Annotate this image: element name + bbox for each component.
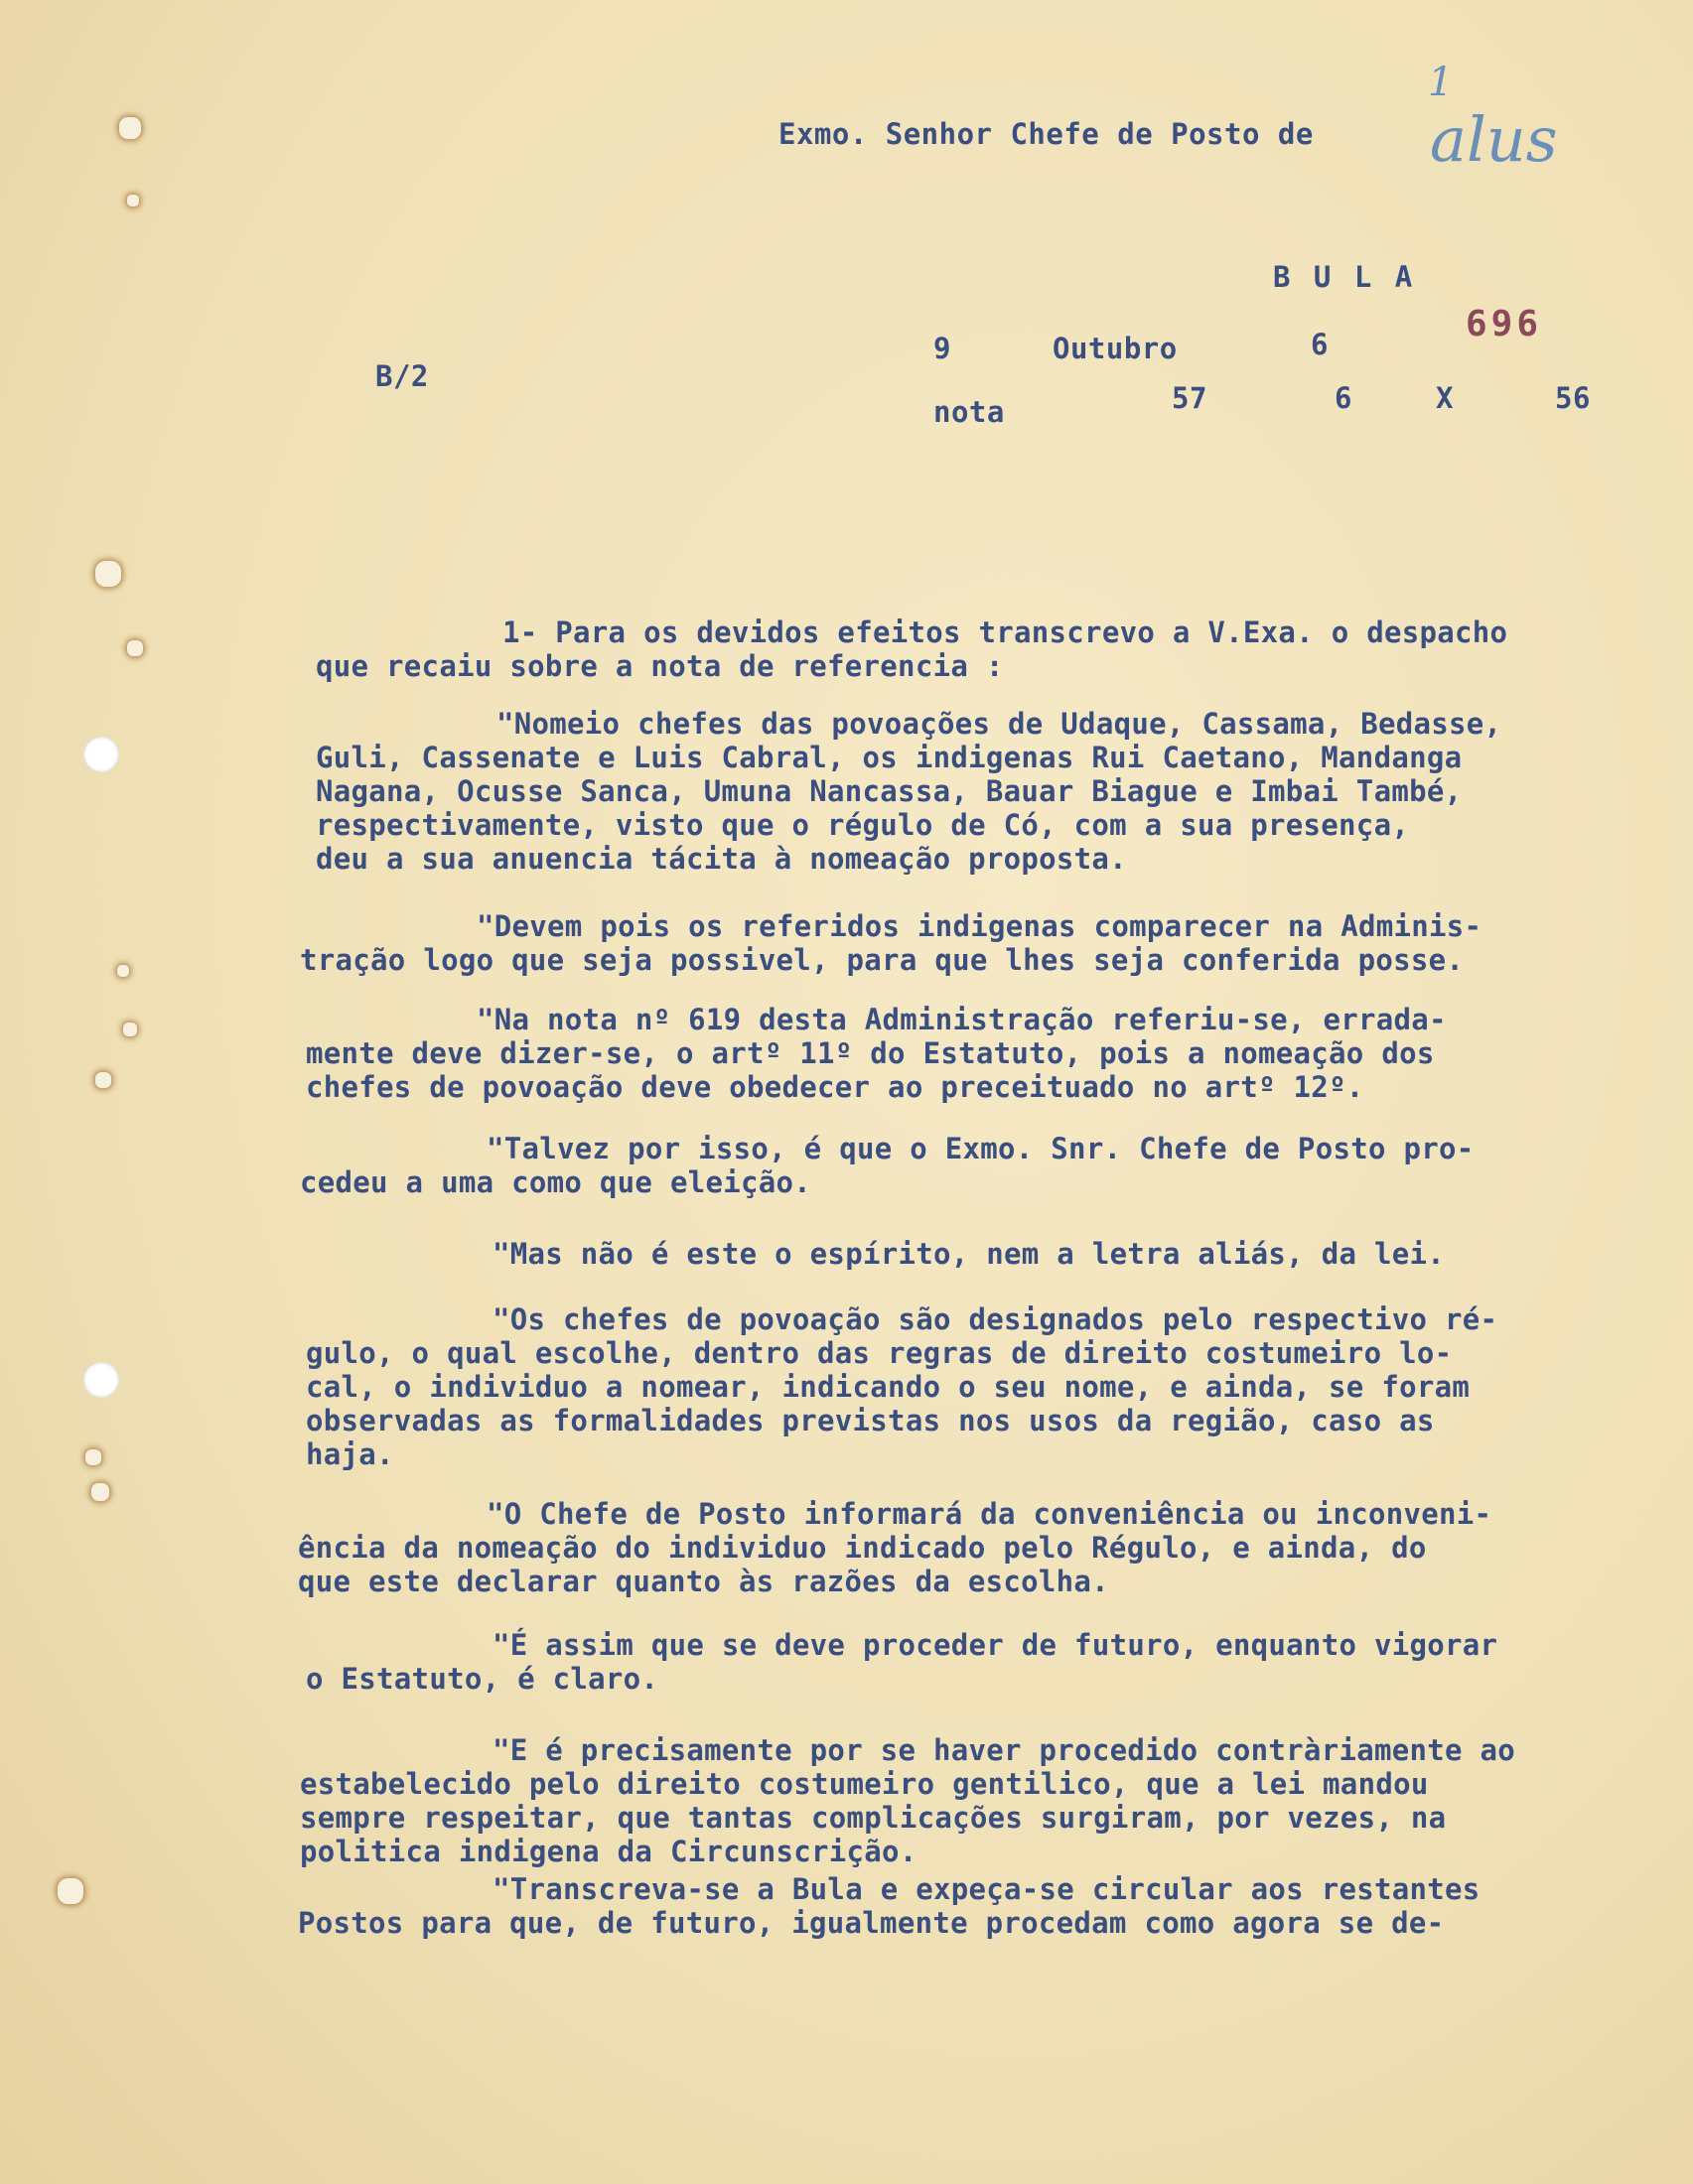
date-year-digit: 6 [1311,328,1329,361]
paragraph-line: Guli, Cassenate e Luis Cabral, os indigenas Rui Caetano, Mandanga [316,741,1463,774]
nota-month: X [1436,381,1454,415]
paragraph-line: haja. [306,1437,394,1471]
paragraph-line: que este declarar quanto às razões da escolha. [298,1565,1109,1598]
margin-tear-10 [58,1878,83,1904]
paragraph-line: observadas as formalidades previstas nos usos da região, caso as [306,1404,1435,1437]
margin-tear-6 [123,1023,137,1036]
stamp-number: 696 [1466,304,1543,344]
paragraph-2 [298,707,1628,876]
margin-tear-5 [117,965,129,977]
paragraph-4 [298,1003,1628,1104]
margin-tear-4 [127,640,143,656]
paragraph-9 [298,1628,1628,1696]
paragraph-line: 1- Para os devidos efeitos transcrevo a V.Exa. o despacho [502,615,1508,649]
paragraph-line: sempre respeitar, que tantas complicações surgiram, por vezes, na [300,1801,1447,1835]
addressee-line: Exmo. Senhor Chefe de Posto de [778,117,1314,151]
paragraph-line: "Na nota nº 619 desta Administração referiu-se, errada- [477,1003,1447,1036]
nota-day: 6 [1335,381,1352,415]
margin-tear-7 [95,1072,111,1088]
paragraph-line: gulo, o qual escolhe, dentro das regras de direito costumeiro lo- [306,1336,1453,1370]
binder-hole-top [83,737,119,772]
nota-year: 56 [1555,381,1591,415]
paragraph-line: cedeu a uma como que eleição. [300,1165,812,1199]
paragraph-line: cal, o individuo a nomear, indicando o seu nome, e ainda, se foram [306,1370,1471,1404]
paragraph-line: "Talvez por isso, é que o Exmo. Snr. Chefe de Posto pro- [487,1132,1475,1165]
handwritten-number: 1 [1428,60,1454,105]
paragraph-7 [298,1302,1628,1471]
location-name: B U L A [1273,260,1416,294]
paragraph-5 [298,1132,1628,1199]
margin-tear-9 [91,1483,109,1501]
date-month: Outubro [1053,332,1178,365]
paragraph-line: "Devem pois os referidos indigenas comparecer na Adminis- [477,909,1482,943]
paragraph-1 [298,615,1628,683]
handwritten-initials: alus [1430,103,1558,176]
paragraph-11 [298,1872,1628,1940]
paragraph-line: ência da nomeação do individuo indicado pelo Régulo, e ainda, do [298,1531,1427,1565]
paragraph-line: tração logo que seja possivel, para que lhes seja conferida posse. [300,943,1465,977]
margin-tear-3 [95,561,121,587]
paragraph-line: "Transcreva-se a Bula e expeça-se circular aos restantes [493,1872,1481,1906]
paragraph-line: chefes de povoação deve obedecer ao preceituado no artº 12º. [306,1070,1364,1104]
nota-number: 57 [1172,381,1207,415]
paragraph-line: "Nomeio chefes das povoações de Udaque, Cassama, Bedasse, [496,707,1502,741]
margin-tear-1 [119,117,141,139]
paragraph-line: "Os chefes de povoação são designados pelo respectivo ré- [493,1302,1498,1336]
paragraph-line: respectivamente, visto que o régulo de Có, com a sua presença, [316,808,1410,842]
paragraph-line: o Estatuto, é claro. [306,1662,659,1696]
paragraph-6 [298,1237,1628,1271]
paragraph-10 [298,1733,1628,1868]
margin-tear-2 [127,195,139,206]
nota-label: nota [933,395,1005,429]
binder-hole-bottom [83,1362,119,1398]
paragraph-8 [298,1497,1628,1598]
margin-tear-8 [85,1449,101,1465]
paragraph-line: que recaiu sobre a nota de referencia : [316,649,1004,683]
paragraph-line: estabelecido pelo direito costumeiro gentilico, que a lei mandou [300,1767,1429,1801]
paragraph-line: Nagana, Ocusse Sanca, Umuna Nancassa, Bauar Biague e Imbai També, [316,774,1463,808]
paragraph-line: "O Chefe de Posto informará da conveniência ou inconveni- [487,1497,1492,1531]
date-day: 9 [933,332,951,365]
paragraph-3 [298,909,1628,977]
paragraph-line: Postos para que, de futuro, igualmente procedam como agora se de- [298,1906,1445,1940]
reference-code: B/2 [375,359,429,393]
paragraph-line: "Mas não é este o espírito, nem a letra aliás, da lei. [493,1237,1446,1271]
paragraph-line: "E é precisamente por se haver procedido contràriamente ao [493,1733,1516,1767]
paragraph-line: "É assim que se deve proceder de futuro, enquanto vigorar [493,1628,1498,1662]
paragraph-line: mente deve dizer-se, o artº 11º do Estatuto, pois a nomeação dos [306,1036,1435,1070]
paragraph-line: politica indigena da Circunscrição. [300,1835,917,1868]
paragraph-line: deu a sua anuencia tácita à nomeação proposta. [316,842,1127,876]
